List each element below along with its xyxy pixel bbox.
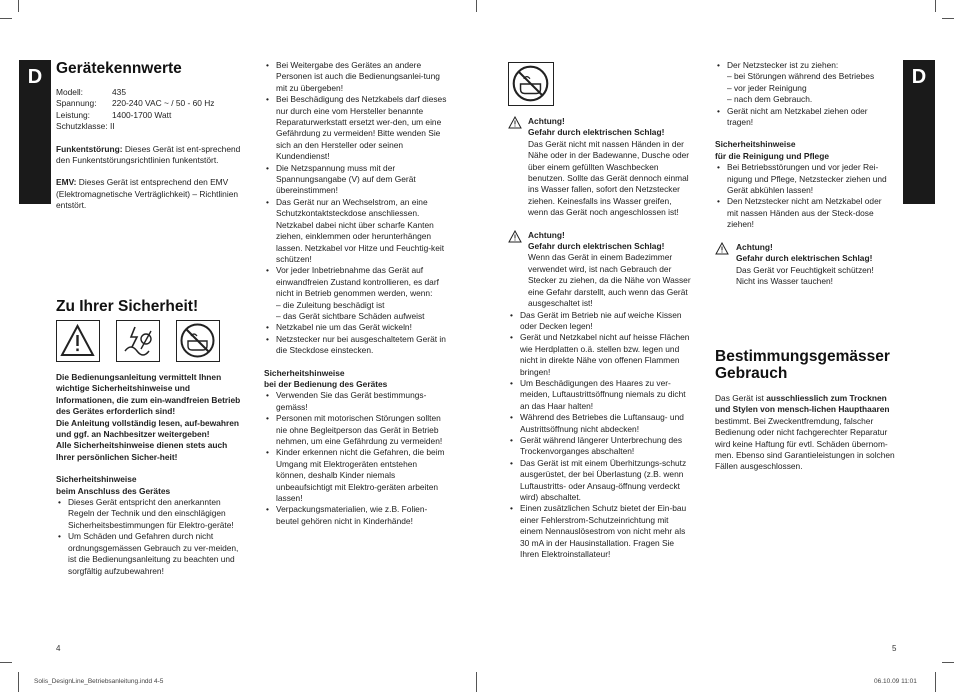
crop-mark: [0, 662, 12, 663]
warning-triangle-icon: [508, 230, 522, 243]
emv-paragraph: [56, 177, 244, 211]
crop-mark: [18, 0, 19, 12]
list-item: • Kinder erkennen nicht die Gefahren, die beim Umgang mit Elektrogeräten entstehen können, deshalb Kinder niemals unbeaufsichtigt mit Elektro-geräten arbeiten lassen!: [264, 447, 448, 504]
list-item: • Den Netzstecker nicht am Netzkabel oder mit nassen Händen aus der Steck-dose ziehen!: [715, 196, 895, 230]
no-bathtub-icon: [508, 62, 554, 106]
list-item: • Bei Betriebsstörungen und vor jeder Rei-nigung und Pflege, Netzstecker ziehen und Gerät abkühlen lassen!: [715, 162, 895, 196]
list-item: • Der Netzstecker ist zu ziehen:: [715, 60, 895, 71]
column-1-safety: [56, 298, 244, 315]
warning-text: Das Gerät nicht mit nassen Händen in der Nähe oder in der Badewanne, Dusche oder über einem gefüllten Waschbecken benutzen. Sollte das Gerät dennoch einmal ins Wasser fallen, sofort den Netzstecker ziehen. Keinesfalls ins Wasser greifen, wenn das Gerät noch angeschlossen ist!: [528, 138, 690, 218]
no-bathtub-icon: [176, 320, 220, 362]
list-item: • Dieses Gerät entspricht den anerkannten Regeln der Technik und den einschlägigen Sicherheitsbestimmungen für Elektro-geräte!: [56, 497, 244, 531]
emv-text: Dieses Gerät ist entsprechend den EMV (Elektromagnetische Verträglichkeit) – Richtlinien entstört.: [56, 177, 239, 211]
list-item: • Das Gerät ist mit einem Überhitzungs-schutz ausgerüstet, der bei Überlastung (z.B. wenn Luftaustritts- oder Ansaug-öffnung verdeckt wird) abschaltet.: [508, 458, 692, 504]
sub-item: – vor jeder Reinigung: [727, 82, 807, 93]
subheading: für die Reinigung und Pflege: [715, 150, 829, 161]
warning-heading: Achtung!: [736, 241, 773, 252]
crop-mark: [935, 672, 936, 692]
warning-triangle-icon: [56, 320, 100, 362]
sub-item: – das Gerät sichtbare Schäden aufweist: [276, 310, 425, 321]
list-item: • Vor jeder Inbetriebnahme das Gerät auf einwandfreien Zustand kontrollieren, es darf nicht in Betrieb genommen werden, wenn:: [264, 265, 448, 299]
list-item: • Während des Betriebes die Luftansaug- und Austrittsöffnung nicht abdecken!: [508, 412, 692, 435]
list-item: • Um Schäden und Gefahren durch nicht ordnungsgemässen Gebrauch zu ver-meiden, ist die Bedienungsanleitung zu beachten und sorgfältig aufzubewahren!: [56, 531, 244, 577]
safety-keep: Die Anleitung vollständig lesen, auf-bewahren und ggf. an Nachbesitzer weitergeben!: [56, 417, 240, 440]
warning-heading: Achtung!: [528, 229, 565, 240]
safety-list-b: [264, 322, 448, 356]
section-title-gebrauch: Bestimmungsgemässer Gebrauch: [715, 348, 890, 382]
side-tab-right: [903, 60, 935, 204]
crop-mark: [0, 18, 12, 19]
list-item: • Verwenden Sie das Gerät bestimmungs-gemäss!: [264, 390, 448, 413]
list-item: • Um Beschädigungen des Haares zu ver-meiden, Luftaustrittsöffnung niemals zu dicht an das Haar halten!: [508, 378, 692, 412]
subheading: Sicherheitshinweise: [56, 474, 137, 485]
warning-subheading: Gefahr durch elektrischen Schlag!: [528, 241, 665, 252]
bedienung-list: [264, 390, 448, 527]
electric-shock-water-icon: [116, 320, 160, 362]
subheading: bei der Bedienung des Gerätes: [264, 378, 388, 389]
anschluss-list: [56, 497, 244, 577]
emv-label: EMV:: [56, 177, 77, 188]
crop-mark: [476, 0, 477, 12]
footer-filename: Solis_DesignLine_Betriebsanleitung.indd 4-5: [34, 678, 164, 685]
list-item: • Personen mit motorischen Störungen sollten nie ohne Begleitperson das Gerät in Betrieb nehmen, um eine Gefährdung zu vermeiden!: [264, 413, 448, 447]
sub-item: – die Zuleitung beschädigt ist: [276, 299, 385, 310]
funk-label: Funkentstörung:: [56, 143, 123, 154]
list-item: • Das Gerät im Betrieb nie auf weiche Kissen oder Decken legen!: [508, 310, 692, 333]
use-text: Das Gerät ist: [715, 393, 767, 403]
warning-subheading: Gefahr durch elektrischen Schlag!: [528, 127, 665, 138]
cleaning-list: [715, 162, 895, 230]
column-2: [264, 60, 448, 527]
spec-key: Leistung:: [56, 109, 90, 120]
subheading: Sicherheitshinweise: [264, 367, 345, 378]
spec-value: 220-240 VAC ~ / 50 - 60 Hz: [112, 98, 215, 109]
list-item: • Das Gerät nur an Wechselstrom, an eine Schutzkontaktsteckdose anschliessen. Netzkabel dabei nicht über scharfe Kanten ziehen, einklemmen oder herunterhängen lassen. Netzkabel vor Hitze und Feuchtig-keit schützen!: [264, 197, 448, 265]
subheading: beim Anschluss des Gerätes: [56, 485, 171, 496]
column-4-use: [715, 348, 895, 473]
warning-text: Wenn das Gerät in einem Badezimmer verwendet wird, ist nach Gebrauch der Stecker zu ziehen, da die Nähe von Wasser eine Gefahr darstellt, auch wenn das Gerät ausgeschaltet ist!: [528, 252, 691, 309]
funk-paragraph: [56, 144, 244, 167]
warning-block: [508, 116, 692, 219]
warning-block: [508, 230, 692, 310]
list-item: • Die Netzspannung muss mit der Spannungsangabe (V) auf dem Gerät übereinstimmen!: [264, 163, 448, 197]
list-item: • Verpackungsmaterialien, wie z.B. Folien-beutel gehören nicht in Kinderhände!: [264, 504, 448, 527]
subheading: Sicherheitshinweise: [715, 139, 796, 150]
crop-mark: [942, 18, 954, 19]
footer-date: 06.10.09 11:01: [874, 678, 917, 685]
safety-personal: Alle Sicherheitshinweise dienen stets auch Ihrer persönlichen Sicher-heit!: [56, 440, 228, 462]
use-paragraph: [715, 393, 895, 473]
spec-row: [56, 87, 244, 98]
spec-row: [56, 98, 244, 109]
list-item: • Netzstecker nur bei ausgeschaltetem Gerät in die Steckdose einstecken.: [264, 334, 448, 357]
column-1: [56, 60, 244, 212]
schutzklasse: Schutzklasse: II: [56, 121, 115, 132]
list-item: • Bei Beschädigung des Netzkabels darf dieses nur durch eine vom Hersteller benannte Reparaturwerkstatt ersetzt wer-den, um eine Gefährdung zu vermeiden! Bitte wenden Sie sich an den Hersteller oder seinen Kundendienst!: [264, 94, 448, 162]
warning-block: [715, 242, 895, 288]
side-tab-left: [19, 60, 51, 204]
unplug-list: [715, 60, 895, 71]
side-tab-letter: D: [911, 66, 927, 88]
spec-key: Modell:: [56, 87, 83, 97]
crop-mark: [476, 672, 477, 692]
funk-text: Dieses Gerät ist ent-sprechend den Funkentstörungsrichtlinien funkentstört.: [56, 143, 241, 166]
section-title-kennwerte: Gerätekennwerte: [56, 60, 182, 77]
warning-subheading: Gefahr durch elektrischen Schlag!: [736, 253, 873, 264]
warning-heading: Achtung!: [528, 116, 565, 126]
spec-row: [56, 110, 244, 121]
list-item: • Gerät während längerer Unterbrechung des Trockenvorganges abschalten!: [508, 435, 692, 458]
sub-item: – nach dem Gebrauch.: [727, 94, 813, 105]
sub-item: – bei Störungen während des Betriebes: [727, 71, 875, 82]
safety-intro: Die Bedienungsanleitung vermittelt Ihnen wichtige Sicherheitshinweise und Informationen, die zum ein-wandfreien Betrieb des Gerätes erforderlich sind!: [56, 372, 241, 417]
list-item: • Gerät nicht am Netzkabel ziehen oder tragen!: [715, 106, 895, 129]
spec-value: 1400-1700 Watt: [112, 109, 172, 120]
section-title-sicherheit: Zu Ihrer Sicherheit!: [56, 298, 199, 315]
column-3: [508, 116, 692, 560]
page-number-left: 4: [56, 644, 61, 653]
safety-list-a: [264, 60, 448, 300]
unplug-list-2: [715, 106, 895, 129]
warning-triangle-icon: [715, 242, 729, 255]
operation-list: [508, 310, 692, 561]
use-bold: ausschliesslich zum Trocknen und Stylen von mensch-lichen Haupthaaren: [715, 393, 890, 415]
warning-text: Das Gerät vor Feuchtigkeit schützen! Nicht ins Wasser tauchen!: [736, 264, 874, 286]
side-tab-letter: D: [27, 66, 43, 88]
spec-value: 435: [112, 87, 126, 97]
crop-mark: [942, 662, 954, 663]
list-item: • Einen zusätzlichen Schutz bietet der Ein-bau einer Fehlerstrom-Schutzeinrichtung mit einem Nennauslösestrom von nicht mehr als 30 mA in der Hausinstallation. Fragen Sie Ihren Elektroinstallateur!: [508, 503, 692, 560]
column-1-safety-text: [56, 372, 244, 577]
list-item: • Gerät und Netzkabel nicht auf heisse Flächen wie Herdplatten o.ä. stellen bzw. legen und nicht in direkte Nähe von offenen Flammen bringen!: [508, 332, 692, 378]
column-4: [715, 60, 895, 287]
list-item: • Netzkabel nie um das Gerät wickeln!: [264, 322, 448, 333]
warning-triangle-icon: [508, 116, 522, 129]
spec-key: Spannung:: [56, 98, 97, 109]
crop-mark: [18, 672, 19, 692]
page-number-right: 5: [892, 644, 897, 653]
list-item: • Bei Weitergabe des Gerätes an andere Personen ist auch die Bedienungsanlei-tung mit zu übergeben!: [264, 60, 448, 94]
crop-mark: [935, 0, 936, 12]
use-text: bestimmt. Bei Zweckentfremdung, falscher Bedienung oder nicht fachgerechter Reparatur wird keine Haftung für evtl. Schäden übernom-men. Ebenso sind Garantieleistungen in solchen Fällen ausgeschlossen.: [715, 415, 895, 472]
